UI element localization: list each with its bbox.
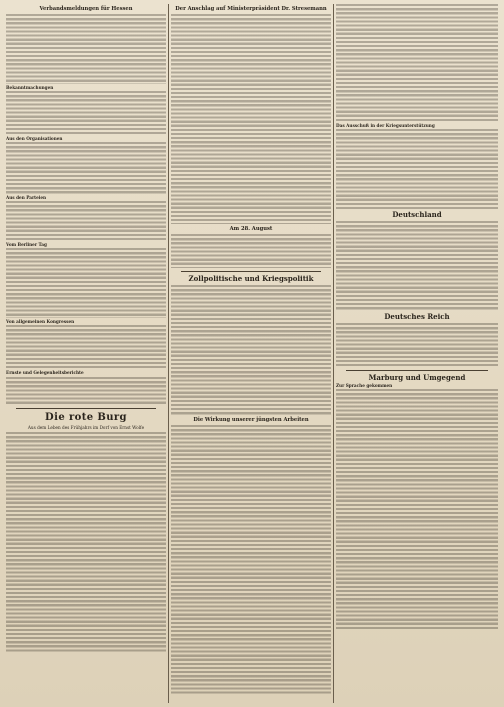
right-column [336,4,498,703]
section-heading: Vom Berliner Tag [6,242,47,248]
section-heading: Bekanntmachungen [6,85,54,90]
date-heading: Am 28. August [229,226,273,232]
section-heading: Aus den Organisationen [6,136,63,142]
article-text [6,91,166,135]
section-heading: Zur Sprache gekommen [336,383,393,389]
section-heading: Die Wirkung unserer jüngsten Arbeiten [193,417,309,423]
article-text [171,234,331,268]
article-text [6,377,166,405]
feature-subtitle: Aus dem Leben des Frühjahrs im Dorf von Ernst Wolfe [27,424,145,430]
section-heading: Das Ausschuß in der Kriegsunterstützung [336,123,435,128]
article-text [336,129,498,209]
section-heading: Ernste und Gelegenheitsberichte [6,370,84,376]
article-text [336,389,498,629]
left-column [6,4,166,703]
section-heading: Von allgemeinen Kongressen [6,319,75,325]
article-text [6,14,166,84]
article-text [171,14,331,224]
column-heading: Der Anschlag auf Ministerpräsident Dr. Stresemann [175,6,327,12]
article-text [336,221,498,311]
feature-title: Die rote Burg [45,411,127,423]
section-rule [181,271,321,272]
article-text [6,325,166,369]
article-text [336,323,498,367]
section-title: Deutschland [392,210,442,220]
section-rule [346,370,488,371]
column-heading: Verbandsmeldungen für Hessen [39,6,133,12]
section-title: Deutsches Reich [384,312,450,322]
article-text [336,4,498,122]
article-text [6,142,166,194]
section-rule [16,408,156,409]
middle-column [171,4,331,703]
article-text [171,285,331,415]
section-title: Zollpolitische und Kriegspolitik [188,274,314,283]
article-text [6,248,166,318]
column-divider [333,4,334,703]
article-text [171,425,331,695]
article-text [6,201,166,241]
section-title: Marburg und Umgegend [368,373,466,383]
section-heading: Aus den Parteien [6,195,47,201]
feature-text [6,432,166,652]
column-divider [168,4,169,703]
